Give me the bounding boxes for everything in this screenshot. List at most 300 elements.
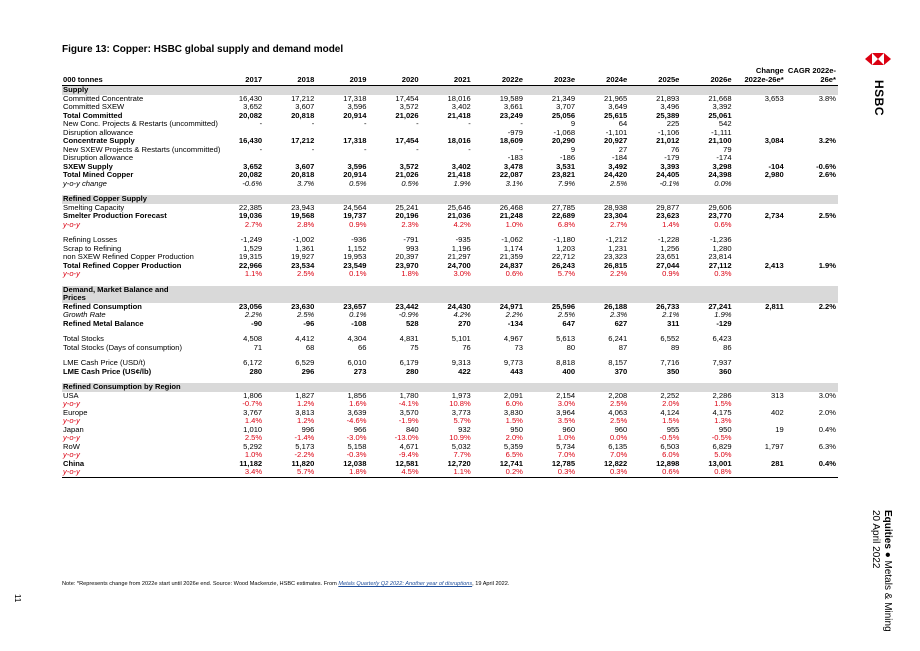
- table-cell: 12,741: [499, 458, 523, 468]
- table-cell: [786, 376, 838, 383]
- table-cell: 7.7%: [453, 450, 471, 459]
- table-cell: 66: [358, 342, 367, 352]
- table-cell: 19: [775, 424, 784, 434]
- table-cell: 20,818: [291, 170, 315, 179]
- table-cell: -13.0%: [394, 433, 419, 442]
- table-cell: 21,418: [447, 170, 471, 179]
- table-cell: 3,964: [556, 407, 576, 417]
- table-cell: -: [363, 119, 367, 128]
- table-cell: 20,082: [238, 170, 263, 179]
- table-cell: 7.0%: [609, 450, 628, 459]
- table-cell: 443: [510, 366, 523, 376]
- table-cell: 1,780: [399, 390, 419, 400]
- table-cell: 627: [614, 318, 628, 328]
- table-cell: [734, 328, 786, 335]
- table-cell: 23,630: [291, 301, 315, 311]
- row-label: Refining Losses: [63, 235, 118, 244]
- table-cell: 20,196: [395, 211, 419, 220]
- table-cell: 9: [570, 144, 576, 154]
- table-cell: [629, 279, 681, 286]
- table-cell: 20,082: [238, 110, 263, 120]
- table-cell: 6,423: [712, 334, 732, 343]
- row-label: China: [63, 458, 85, 468]
- row-label: USA: [63, 390, 79, 400]
- row-label: Concentrate Supply: [63, 136, 135, 145]
- table-cell: 27,241: [708, 301, 732, 311]
- table-cell: -: [259, 144, 263, 154]
- table-cell: -: [520, 144, 523, 154]
- table-cell: 3,707: [556, 102, 576, 111]
- table-cell: -: [311, 119, 315, 128]
- table-cell: 22,712: [551, 252, 576, 261]
- table-cell: 1,361: [295, 243, 315, 253]
- table-cell: 21,418: [447, 110, 471, 120]
- table-cell: 3,767: [243, 407, 263, 417]
- table-cell: 1.2%: [297, 399, 315, 408]
- table-cell: 24,837: [499, 260, 523, 270]
- table-cell: 960: [614, 424, 628, 434]
- table-cell: [734, 120, 786, 129]
- table-cell: 1,529: [243, 243, 263, 253]
- table-cell: [734, 311, 786, 320]
- table-cell: 5,158: [347, 441, 367, 451]
- table-cell: [264, 376, 316, 383]
- table-cell: 3,084: [764, 136, 784, 145]
- table-cell: -0.9%: [398, 310, 419, 319]
- table-cell: [577, 286, 629, 295]
- table-cell: [786, 328, 838, 335]
- table-cell: 6.0%: [662, 450, 680, 459]
- table-cell: 3.4%: [212, 468, 264, 477]
- source-link[interactable]: Metals Quarterly Q2 2022: Another year of disruptions: [338, 581, 473, 587]
- table-cell: 11,820: [291, 458, 315, 468]
- table-cell: 22,966: [238, 260, 263, 270]
- table-cell: 2,734: [764, 211, 784, 220]
- table-cell: 3,392: [712, 102, 732, 111]
- table-cell: 6,179: [399, 358, 419, 367]
- table-row: [62, 188, 838, 195]
- table-cell: [734, 195, 786, 204]
- table-cell: 20,914: [343, 110, 367, 120]
- table-cell: [786, 120, 838, 129]
- table-cell: 1.5%: [662, 416, 680, 425]
- table-cell: -979: [507, 127, 523, 137]
- table-cell: [525, 279, 577, 286]
- table-cell: 23,970: [395, 260, 419, 270]
- table-cell: 7.0%: [557, 450, 576, 459]
- table-cell: 5.7%: [557, 269, 576, 278]
- table-cell: 2.5%: [609, 178, 628, 188]
- sidebar-sector: Metals & Mining: [882, 560, 893, 632]
- row-label: LME Cash Price (US¢/lb): [63, 366, 152, 376]
- table-cell: [212, 279, 264, 286]
- table-cell: [734, 286, 786, 295]
- table-row: [62, 368, 838, 377]
- table-cell: 4.2%: [453, 219, 471, 229]
- table-cell: 3.7%: [297, 178, 315, 188]
- table-cell: 0.3%: [714, 269, 732, 278]
- row-label: y-o-y: [62, 468, 212, 477]
- table-cell: [681, 286, 733, 295]
- table-cell: -134: [507, 318, 523, 328]
- table-cell: -3.0%: [346, 433, 367, 442]
- table-cell: 24,564: [343, 202, 367, 212]
- row-label: y-o-y: [63, 450, 80, 459]
- table-cell: 29,606: [708, 202, 732, 212]
- table-cell: 6.8%: [557, 219, 576, 229]
- table-cell: 1,196: [451, 243, 471, 253]
- table-cell: 86: [723, 342, 732, 352]
- table-cell: 12,720: [447, 458, 471, 468]
- table-cell: 3,773: [451, 407, 471, 417]
- table-cell: -2.2%: [294, 450, 315, 459]
- footnote-text: Note: *Represents change from 2022e start until 2026e end. Source: Wood Mackenzie, HSBC estimates. From: [62, 581, 339, 587]
- table-cell: 2.2%: [609, 269, 628, 278]
- table-cell: 24,398: [708, 170, 732, 179]
- table-cell: [421, 376, 473, 383]
- table-cell: -0.5%: [659, 433, 680, 442]
- table-cell: 19,953: [343, 252, 367, 261]
- column-header: 2021: [421, 66, 473, 86]
- table-cell: [525, 376, 577, 383]
- table-cell: 5,292: [243, 441, 263, 451]
- table-cell: 2.5%: [609, 416, 628, 425]
- table-cell: 955: [666, 424, 680, 434]
- table-cell: 1,231: [608, 243, 628, 253]
- row-label: Prices: [62, 294, 212, 303]
- table-cell: 0.3%: [525, 468, 577, 477]
- table-cell: 0.6%: [714, 219, 732, 229]
- column-header: 2022e: [473, 66, 525, 86]
- table-cell: 6,135: [608, 441, 628, 451]
- hsbc-logo-icon: [865, 46, 891, 72]
- table-cell: [629, 188, 681, 195]
- row-label: Refined Copper Supply: [62, 195, 212, 204]
- table-cell: 79: [723, 144, 732, 154]
- table-cell: [734, 320, 786, 329]
- table-cell: 6,503: [660, 441, 680, 451]
- table-cell: [681, 279, 733, 286]
- table-cell: 1.0%: [557, 433, 576, 442]
- table-cell: 21,668: [708, 93, 732, 103]
- table-cell: -1.4%: [294, 433, 315, 442]
- table-cell: -1,228: [657, 235, 680, 244]
- row-label: Total Stocks (Days of consumption): [63, 342, 183, 352]
- row-label: Committed Concentrate: [63, 93, 144, 103]
- table-cell: 2.8%: [297, 219, 315, 229]
- row-label: New SXEW Projects & Restarts (uncommitted): [63, 144, 221, 154]
- table-cell: [264, 279, 316, 286]
- table-cell: 2.0%: [662, 399, 680, 408]
- table-cell: -1,062: [501, 235, 523, 244]
- table-cell: 3,639: [347, 407, 367, 417]
- table-cell: 19,568: [291, 211, 315, 220]
- table-cell: 7,716: [660, 358, 680, 367]
- table-cell: 23,549: [343, 260, 367, 270]
- table-cell: [525, 188, 577, 195]
- table-cell: 3.1%: [505, 178, 523, 188]
- table-cell: -: [311, 144, 315, 154]
- table-cell: 23,323: [604, 252, 628, 261]
- table-cell: 13,001: [708, 458, 732, 468]
- column-header: 000 tonnes: [62, 66, 212, 86]
- table-row: [62, 344, 838, 353]
- table-cell: 3,596: [347, 161, 367, 171]
- table-cell: 2.2%: [244, 310, 263, 319]
- table-cell: [734, 236, 786, 245]
- row-label: Total Refined Copper Production: [63, 260, 182, 270]
- table-cell: 68: [305, 342, 315, 352]
- table-cell: [473, 188, 525, 195]
- table-cell: 2.0%: [505, 433, 523, 442]
- table-row: [62, 270, 838, 279]
- table-cell: 4,304: [347, 334, 367, 343]
- table-cell: 3,652: [243, 102, 263, 111]
- table-cell: [734, 245, 786, 254]
- table-cell: 27: [618, 144, 628, 154]
- table-cell: -1,180: [553, 235, 576, 244]
- table-cell: -1,212: [605, 235, 628, 244]
- table-cell: 313: [771, 390, 784, 400]
- table-cell: -0.6%: [242, 178, 263, 188]
- table-cell: 4.5%: [368, 468, 420, 477]
- table-cell: 370: [614, 366, 628, 376]
- table-cell: 2.2%: [505, 310, 523, 319]
- table-cell: 1,806: [243, 390, 263, 400]
- table-header-row: [62, 66, 838, 86]
- table-cell: 4,671: [399, 441, 419, 451]
- table-cell: [421, 279, 473, 286]
- table-cell: [577, 376, 629, 383]
- table-cell: [786, 352, 838, 359]
- row-label: non SXEW Refined Copper Production: [63, 252, 194, 261]
- table-cell: 4,175: [712, 407, 732, 417]
- supply-demand-table: [62, 66, 838, 478]
- table-cell: 9,773: [503, 358, 523, 367]
- table-cell: 3.5%: [557, 416, 576, 425]
- table-cell: 0.4%: [818, 424, 836, 434]
- table-cell: [681, 376, 733, 383]
- table-cell: 22,689: [551, 211, 576, 220]
- table-cell: [734, 229, 786, 236]
- table-cell: 3,393: [660, 161, 680, 171]
- table-cell: 19,737: [343, 211, 367, 220]
- row-label: Smelter Production Forecast: [63, 211, 167, 220]
- table-cell: 25,061: [708, 110, 732, 120]
- table-cell: -0.7%: [242, 399, 263, 408]
- table-cell: 950: [718, 424, 732, 434]
- table-cell: 3.8%: [818, 93, 836, 103]
- table-cell: 19,927: [291, 252, 315, 261]
- table-cell: 23,943: [291, 202, 315, 212]
- table-cell: 2.2%: [818, 301, 836, 311]
- table-cell: [786, 311, 838, 320]
- table-cell: 273: [353, 366, 367, 376]
- table-cell: 1.9%: [818, 260, 836, 270]
- table-cell: 23,056: [238, 301, 263, 311]
- table-cell: 3,570: [399, 407, 419, 417]
- table-cell: 17,318: [343, 93, 367, 103]
- table-cell: [786, 270, 838, 279]
- column-header: 2018: [264, 66, 316, 86]
- table-cell: -0.1%: [659, 178, 680, 188]
- table-cell: 26,243: [551, 260, 576, 270]
- row-label: y-o-y change: [63, 178, 107, 188]
- table-cell: [734, 368, 786, 377]
- table-cell: 4,412: [295, 334, 315, 343]
- row-label: Disruption allowance: [63, 153, 134, 162]
- table-cell: 280: [405, 366, 419, 376]
- column-header: 2023e: [525, 66, 577, 86]
- table-cell: -: [363, 144, 367, 154]
- table-cell: [786, 195, 838, 204]
- row-label: y-o-y: [63, 269, 80, 278]
- table-cell: 2.0%: [818, 407, 836, 417]
- table-cell: 3,813: [295, 407, 315, 417]
- table-cell: 1.1%: [244, 269, 263, 278]
- table-cell: -90: [251, 318, 263, 328]
- table-cell: [681, 188, 733, 195]
- table-cell: [734, 468, 786, 477]
- table-cell: 225: [666, 119, 680, 128]
- table-cell: -1.9%: [398, 416, 419, 425]
- table-cell: [212, 188, 264, 195]
- table-cell: -108: [351, 318, 367, 328]
- table-cell: [421, 286, 473, 295]
- sidebar-date: 20 April 2022: [870, 510, 881, 569]
- table-cell: 5.7%: [264, 468, 316, 477]
- table-cell: [473, 279, 525, 286]
- table-cell: 9: [570, 119, 576, 128]
- table-cell: 20,290: [551, 136, 576, 145]
- column-header: 2026e: [681, 66, 733, 86]
- table-cell: 2.3%: [609, 310, 628, 319]
- table-cell: 18,016: [447, 93, 471, 103]
- table-cell: -0.6%: [816, 161, 836, 171]
- table-cell: 21,026: [395, 110, 419, 120]
- table-cell: -1,002: [292, 235, 315, 244]
- table-cell: 1.4%: [662, 219, 680, 229]
- table-cell: [786, 112, 838, 121]
- table-cell: 647: [562, 318, 576, 328]
- table-cell: 3,496: [660, 102, 680, 111]
- table-cell: 1,152: [347, 243, 367, 253]
- table-cell: 3,652: [243, 161, 263, 171]
- table-cell: 1.0%: [244, 450, 263, 459]
- table-cell: -4.1%: [398, 399, 419, 408]
- table-cell: 25,389: [656, 110, 680, 120]
- table-cell: [368, 376, 420, 383]
- table-cell: 21,893: [656, 93, 680, 103]
- table-cell: -: [468, 144, 471, 154]
- table-cell: [786, 229, 838, 236]
- table-cell: 16,430: [238, 93, 263, 103]
- table-cell: 932: [458, 424, 471, 434]
- table-cell: 6,172: [243, 358, 263, 367]
- table-cell: [316, 279, 368, 286]
- table-cell: 19,036: [238, 211, 263, 220]
- table-cell: 993: [405, 243, 419, 253]
- table-cell: 21,248: [499, 211, 523, 220]
- table-cell: 2.7%: [609, 219, 628, 229]
- table-cell: 1.2%: [297, 416, 315, 425]
- row-label: Growth Rate: [63, 310, 106, 319]
- table-cell: 18,016: [447, 136, 471, 145]
- table-cell: 3.0%: [453, 269, 471, 278]
- table-cell: 23,304: [604, 211, 628, 220]
- table-cell: [786, 180, 838, 189]
- table-cell: -1,249: [240, 235, 263, 244]
- table-cell: 3,653: [764, 93, 784, 103]
- table-cell: 17,212: [291, 93, 315, 103]
- table-cell: [734, 112, 786, 121]
- table-cell: 528: [405, 318, 419, 328]
- table-cell: [212, 376, 264, 383]
- table-cell: 1.9%: [714, 310, 732, 319]
- table-cell: 1,856: [347, 390, 367, 400]
- table-cell: [316, 188, 368, 195]
- table-cell: 5.0%: [714, 450, 732, 459]
- table-cell: [786, 359, 838, 368]
- figure-title: Figure 13: Copper: HSBC global supply and demand model: [62, 44, 344, 55]
- table-cell: 3.0%: [818, 390, 836, 400]
- table-cell: [734, 180, 786, 189]
- table-cell: -: [259, 119, 263, 128]
- table-cell: 1,010: [243, 424, 263, 434]
- table-cell: 29,877: [656, 202, 680, 212]
- table-cell: [734, 344, 786, 353]
- page-number: 11: [13, 594, 22, 603]
- row-label: Demand, Market Balance and: [62, 286, 212, 295]
- table-cell: 25,646: [447, 202, 471, 212]
- table-cell: -179: [664, 153, 680, 162]
- table-cell: 6,552: [660, 334, 680, 343]
- table-cell: [786, 103, 838, 112]
- table-cell: 2.3%: [401, 219, 419, 229]
- table-cell: [786, 221, 838, 230]
- table-cell: 0.8%: [681, 468, 733, 477]
- table-cell: 6,010: [347, 358, 367, 367]
- table-cell: 6.3%: [818, 441, 836, 451]
- table-cell: 0.3%: [577, 468, 629, 477]
- table-cell: [786, 146, 838, 155]
- table-cell: 966: [353, 424, 367, 434]
- table-cell: 4,063: [608, 407, 628, 417]
- table-cell: 0.1%: [349, 310, 367, 319]
- table-cell: 2.5%: [244, 433, 263, 442]
- row-label: Disruption allowance: [63, 127, 134, 137]
- table-cell: 17,318: [343, 136, 367, 145]
- row-label: LME Cash Price (USD/t): [63, 358, 146, 367]
- row-label: Europe: [63, 407, 88, 417]
- table-cell: 400: [562, 366, 576, 376]
- table-cell: 76: [670, 144, 680, 154]
- brand-name: HSBC: [872, 80, 886, 117]
- table-cell: -186: [559, 153, 576, 162]
- table-cell: 21,036: [447, 211, 471, 220]
- table-cell: [734, 103, 786, 112]
- table-cell: 1,797: [764, 441, 784, 451]
- table-cell: 23,442: [395, 301, 419, 311]
- table-cell: 0.2%: [473, 468, 525, 477]
- table-cell: 2.5%: [609, 399, 628, 408]
- table-cell: -183: [507, 153, 523, 162]
- table-cell: 5,734: [556, 441, 576, 451]
- table-cell: 17,212: [291, 136, 315, 145]
- table-cell: 27,112: [708, 260, 732, 270]
- table-cell: 2,091: [503, 390, 523, 400]
- table-cell: 24,971: [499, 301, 523, 311]
